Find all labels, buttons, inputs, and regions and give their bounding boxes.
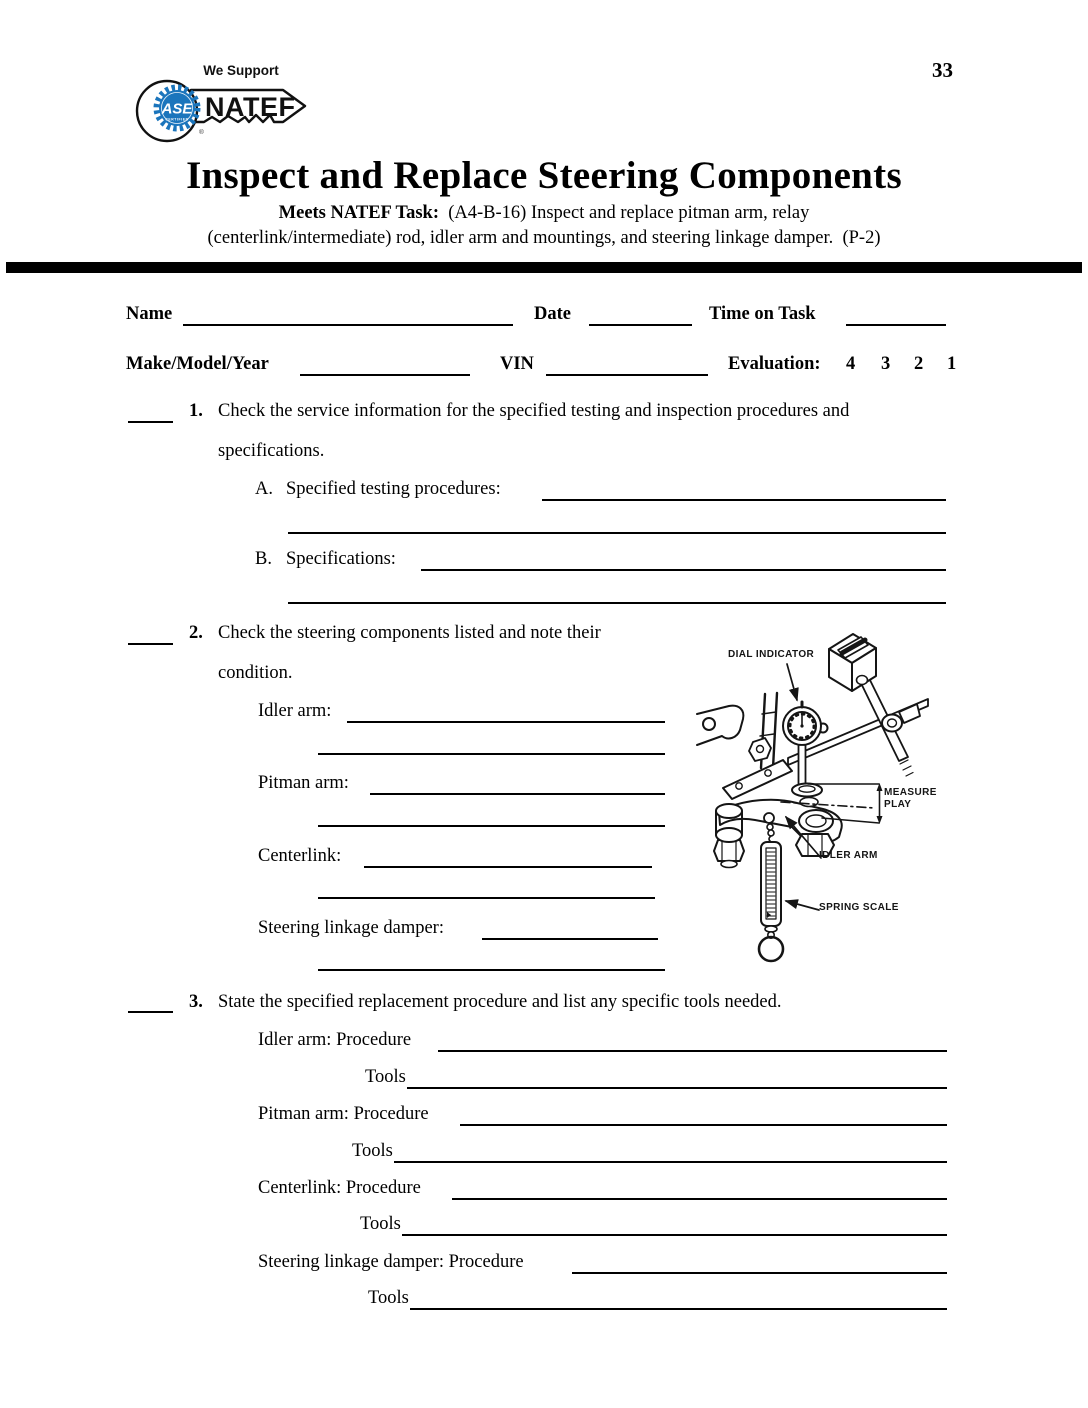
evaluation-score-4: 4 bbox=[846, 354, 856, 374]
we-support-text: We Support bbox=[203, 63, 279, 78]
item1-b-blank-line bbox=[421, 569, 946, 571]
evaluation-score-1: 1 bbox=[947, 354, 957, 374]
evaluation-score-3: 3 bbox=[881, 354, 891, 374]
item3-centerlink-procedure-label: Centerlink: Procedure bbox=[258, 1178, 421, 1198]
make-model-year-blank-line bbox=[300, 374, 470, 376]
steering-inspection-figure bbox=[695, 618, 995, 990]
item3-idler-procedure-label: Idler arm: Procedure bbox=[258, 1030, 412, 1050]
item1-a-number: A. bbox=[255, 479, 273, 499]
time-on-task-blank-line bbox=[846, 324, 946, 326]
natef-ase-logo bbox=[133, 53, 308, 153]
item1-a-continuation-line bbox=[288, 532, 946, 534]
item2-idler-arm-blank-line bbox=[347, 721, 665, 723]
item2-pitman-arm-blank-line bbox=[370, 793, 665, 795]
item3-centerlink-tools-blank-line bbox=[402, 1234, 947, 1236]
item2-damper-blank-line bbox=[482, 938, 658, 940]
date-label: Date bbox=[534, 304, 571, 324]
item2-damper-continuation-line bbox=[318, 969, 665, 971]
item3-damper-tools-label: Tools bbox=[368, 1288, 409, 1308]
item2-text-line2: condition. bbox=[218, 663, 293, 683]
name-blank-line bbox=[183, 324, 513, 326]
key-logo-graphic bbox=[133, 53, 308, 153]
natef-wordmark: NATEF bbox=[205, 92, 296, 122]
item3-centerlink-procedure-blank-line bbox=[452, 1198, 947, 1200]
name-label: Name bbox=[126, 304, 173, 324]
item3-text-line1: State the specified replacement procedure and list any specific tools needed. bbox=[218, 992, 782, 1012]
item2-idler-arm-continuation-line bbox=[318, 753, 665, 755]
diagram-label-play: PLAY bbox=[884, 799, 912, 810]
page-number: 33 bbox=[932, 58, 953, 82]
diagram-label-spring-scale: SPRING SCALE bbox=[819, 902, 899, 913]
ase-text: ASE bbox=[161, 100, 193, 118]
item3-damper-procedure-label: Steering linkage damper: Procedure bbox=[258, 1252, 524, 1272]
task-description-line1 bbox=[0, 203, 1088, 223]
item3-damper-tools-blank-line bbox=[410, 1308, 947, 1310]
evaluation-score-2: 2 bbox=[914, 354, 924, 374]
item2-centerlink-blank-line bbox=[364, 866, 652, 868]
diagram-label-measure: MEASURE bbox=[884, 787, 937, 798]
item1-number: 1. bbox=[189, 401, 203, 421]
item2-pitman-arm-label: Pitman arm: bbox=[258, 773, 349, 793]
item3-number: 3. bbox=[189, 992, 203, 1012]
item3-idler-procedure-blank-line bbox=[438, 1050, 947, 1052]
item3-pitman-procedure-blank-line bbox=[460, 1124, 947, 1126]
diagram-label-idler-arm: IDLER ARM bbox=[819, 850, 878, 861]
item1-text-line1: Check the service information for the specified testing and inspection procedures and bbox=[218, 401, 850, 421]
date-blank-line bbox=[589, 324, 692, 326]
item3-pitman-tools-label: Tools bbox=[352, 1141, 393, 1161]
item2-idler-arm-label: Idler arm: bbox=[258, 701, 332, 721]
item3-idler-tools-label: Tools bbox=[365, 1067, 406, 1087]
spring-scale-drawing bbox=[759, 813, 783, 961]
steering-diagram-drawing bbox=[695, 618, 995, 990]
header-divider-rule bbox=[6, 262, 1082, 273]
vin-blank-line bbox=[546, 374, 708, 376]
diagram-label-dial-indicator: DIAL INDICATOR bbox=[728, 649, 815, 660]
item1-a-blank-line bbox=[542, 499, 946, 501]
item2-centerlink-continuation-line bbox=[318, 897, 655, 899]
item1-text-line2: specifications. bbox=[218, 441, 325, 461]
document-title: Inspect and Replace Steering Components bbox=[186, 154, 902, 197]
vin-label: VIN bbox=[500, 354, 534, 374]
evaluation-label: Evaluation: bbox=[728, 354, 821, 374]
task-label: Meets NATEF Task: bbox=[278, 203, 439, 223]
task-description-line2: (centerlink/intermediate) rod, idler arm and mountings, and steering linkage damper. (P-2) bbox=[207, 228, 881, 248]
rod-clamp-drawing bbox=[882, 704, 920, 732]
task-text: (A4-B-16) Inspect and replace pitman arm, relay bbox=[438, 203, 810, 223]
item2-damper-label: Steering linkage damper: bbox=[258, 918, 444, 938]
item3-pitman-tools-blank-line bbox=[394, 1161, 947, 1163]
item2-pitman-arm-continuation-line bbox=[318, 825, 665, 827]
item2-number: 2. bbox=[189, 623, 203, 643]
item1-a-label: Specified testing procedures: bbox=[286, 479, 501, 499]
ase-gear-icon bbox=[157, 88, 198, 129]
item3-centerlink-tools-label: Tools bbox=[360, 1214, 401, 1234]
item1-b-number: B. bbox=[255, 549, 272, 569]
item2-centerlink-label: Centerlink: bbox=[258, 846, 342, 866]
item3-idler-tools-blank-line bbox=[407, 1087, 947, 1089]
item1-check-blank bbox=[128, 421, 173, 423]
time-on-task-label: Time on Task bbox=[709, 304, 816, 324]
item1-b-continuation-line bbox=[288, 602, 946, 604]
item2-text-line1: Check the steering components listed and note their bbox=[218, 623, 601, 643]
registered-mark: ® bbox=[199, 129, 204, 136]
item3-pitman-procedure-label: Pitman arm: Procedure bbox=[258, 1104, 429, 1124]
item3-check-blank bbox=[128, 1011, 173, 1013]
linkage-background-drawing bbox=[697, 693, 792, 799]
item3-damper-procedure-blank-line bbox=[572, 1272, 947, 1274]
item1-b-label: Specifications: bbox=[286, 549, 396, 569]
make-model-year-label: Make/Model/Year bbox=[126, 354, 269, 374]
item2-check-blank bbox=[128, 643, 173, 645]
ase-certified-text: CERTIFIED bbox=[165, 117, 189, 122]
